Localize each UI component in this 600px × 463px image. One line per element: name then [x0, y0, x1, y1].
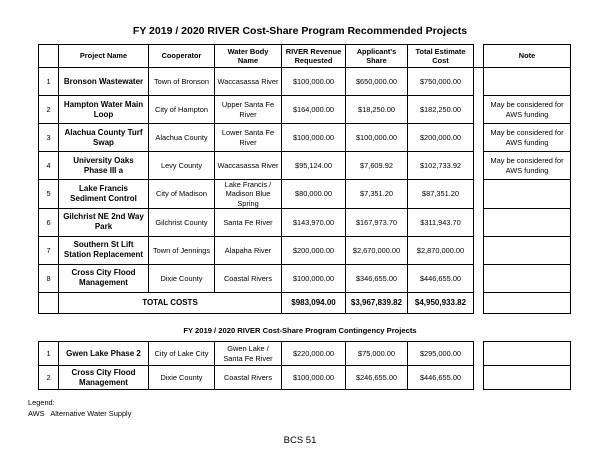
table-header-row [39, 45, 571, 68]
total-estimate: $102,733.92 [408, 152, 474, 180]
row-number: 1 [39, 342, 59, 366]
note [484, 236, 571, 264]
column-gap [474, 180, 484, 209]
cooperator: Town of Jennings [149, 236, 215, 264]
applicant-share: $18,250.00 [346, 96, 408, 124]
total-estimate: $750,000.00 [408, 68, 474, 96]
table-row [39, 236, 571, 264]
header-number [39, 45, 59, 68]
river-revenue: $80,000.00 [282, 180, 346, 209]
column-gap [474, 292, 484, 313]
cooperator: City of Madison [149, 180, 215, 209]
page-footer: BCS 51 [283, 435, 317, 446]
column-gap [474, 236, 484, 264]
header-river-revenue: RIVER Revenue Requested [282, 45, 346, 68]
column-gap [474, 342, 484, 366]
header-cooperator: Cooperator [149, 45, 215, 68]
project-name: Hampton Water Main Loop [59, 96, 149, 124]
column-gap [474, 366, 484, 390]
table-row [39, 208, 571, 236]
cooperator: Levy County [149, 152, 215, 180]
note [484, 292, 571, 313]
applicant-share: $100,000.00 [346, 124, 408, 152]
header-note: Note [484, 45, 571, 68]
river-revenue: $100,000.00 [282, 68, 346, 96]
table-row [39, 68, 571, 96]
river-revenue: $164,000.00 [282, 96, 346, 124]
cooperator: City of Lake City [149, 342, 215, 366]
column-gap [474, 124, 484, 152]
cooperator: Gilchrist County [149, 208, 215, 236]
note [484, 342, 571, 366]
water-body: Coastal Rivers [215, 366, 282, 390]
legend-heading: Legend: [28, 398, 55, 407]
water-body: Waccasassa River [215, 68, 282, 96]
river-revenue: $95,124.00 [282, 152, 346, 180]
note: May be considered for AWS funding [484, 96, 571, 124]
column-gap [474, 96, 484, 124]
row-number: 1 [39, 68, 59, 96]
project-name: University Oaks Phase III a [59, 152, 149, 180]
page-title: FY 2019 / 2020 RIVER Cost-Share Program Recommended Projects [132, 25, 468, 37]
applicant-share: $7,609.92 [346, 152, 408, 180]
total-estimate: $446,655.00 [408, 366, 474, 390]
table-row [39, 366, 571, 390]
note [484, 208, 571, 236]
note: May be considered for AWS funding [484, 124, 571, 152]
project-name: Lake Francis Sediment Control [59, 180, 149, 209]
applicant-share: $650,000.00 [346, 68, 408, 96]
river-revenue: $200,000.00 [282, 236, 346, 264]
river-revenue: $100,000.00 [282, 124, 346, 152]
note [484, 68, 571, 96]
project-name: Gilchrist NE 2nd Way Park [59, 208, 149, 236]
total-estimate-cost: $4,950,933.82 [408, 292, 474, 313]
header-applicant-share: Applicant's Share [346, 45, 408, 68]
total-estimate: $87,351.20 [408, 180, 474, 209]
river-revenue: $220,000.00 [282, 342, 346, 366]
header-project-name: Project Name [59, 45, 149, 68]
applicant-share: $167,973.70 [346, 208, 408, 236]
table-row [39, 180, 571, 209]
cooperator: City of Hampton [149, 96, 215, 124]
row-number: 2 [39, 366, 59, 390]
header-water-body: Water Body Name [215, 45, 282, 68]
table-row [39, 342, 571, 366]
project-name: Cross City Flood Management [59, 264, 149, 292]
legend [28, 398, 131, 419]
contingency-title: FY 2019 / 2020 RIVER Cost-Share Program Contingency Projects [183, 326, 417, 335]
cooperator: Alachua County [149, 124, 215, 152]
project-name: Southern St Lift Station Replacement [59, 236, 149, 264]
column-gap [474, 208, 484, 236]
river-revenue: $143,970.00 [282, 208, 346, 236]
row-number: 5 [39, 180, 59, 209]
totals-row [39, 292, 571, 313]
cooperator: Dixie County [149, 366, 215, 390]
water-body: Gwen Lake / Santa Fe River [215, 342, 282, 366]
project-name: Cross City Flood Management [59, 366, 149, 390]
applicant-share: $2,670,000.00 [346, 236, 408, 264]
total-estimate: $200,000.00 [408, 124, 474, 152]
cooperator: Dixie County [149, 264, 215, 292]
water-body: Alapaha River [215, 236, 282, 264]
project-name: Gwen Lake Phase 2 [59, 342, 149, 366]
row-number: 6 [39, 208, 59, 236]
recommended-projects-table [38, 44, 571, 314]
legend-abbr: AWS [28, 408, 45, 418]
column-gap [474, 152, 484, 180]
total-river-revenue: $983,094.00 [282, 292, 346, 313]
note [484, 180, 571, 209]
water-body: Lake Francis / Madison Blue Spring [215, 180, 282, 209]
total-estimate: $446,655.00 [408, 264, 474, 292]
total-estimate: $295,000.00 [408, 342, 474, 366]
applicant-share: $246,655.00 [346, 366, 408, 390]
water-body: Santa Fe River [215, 208, 282, 236]
column-gap [474, 68, 484, 96]
water-body: Coastal Rivers [215, 264, 282, 292]
water-body: Upper Santa Fe River [215, 96, 282, 124]
project-name: Alachua County Turf Swap [59, 124, 149, 152]
contingency-projects-table [38, 341, 571, 390]
river-revenue: $100,000.00 [282, 366, 346, 390]
project-name: Bronson Wastewater [59, 68, 149, 96]
table-row [39, 124, 571, 152]
row-number: 8 [39, 264, 59, 292]
cooperator: Town of Bronson [149, 68, 215, 96]
applicant-share: $346,655.00 [346, 264, 408, 292]
legend-meaning: Alternative Water Supply [50, 408, 132, 418]
total-estimate: $2,870,000.00 [408, 236, 474, 264]
row-number [39, 292, 59, 313]
header-total-estimate: Total Estimate Cost [408, 45, 474, 68]
column-gap [474, 45, 484, 68]
note [484, 264, 571, 292]
total-applicant-share: $3,967,839.82 [346, 292, 408, 313]
water-body: Lower Santa Fe River [215, 124, 282, 152]
row-number: 2 [39, 96, 59, 124]
total-estimate: $182,250.00 [408, 96, 474, 124]
column-gap [474, 264, 484, 292]
applicant-share: $7,351.20 [346, 180, 408, 209]
water-body: Waccasassa River [215, 152, 282, 180]
total-estimate: $311,943.70 [408, 208, 474, 236]
table-row [39, 152, 571, 180]
row-number: 3 [39, 124, 59, 152]
note: May be considered for AWS funding [484, 152, 571, 180]
table-row [39, 264, 571, 292]
river-revenue: $100,000.00 [282, 264, 346, 292]
legend-entry [28, 409, 131, 420]
table-row [39, 96, 571, 124]
applicant-share: $75,000.00 [346, 342, 408, 366]
row-number: 7 [39, 236, 59, 264]
note [484, 366, 571, 390]
totals-label: TOTAL COSTS [59, 292, 282, 313]
row-number: 4 [39, 152, 59, 180]
